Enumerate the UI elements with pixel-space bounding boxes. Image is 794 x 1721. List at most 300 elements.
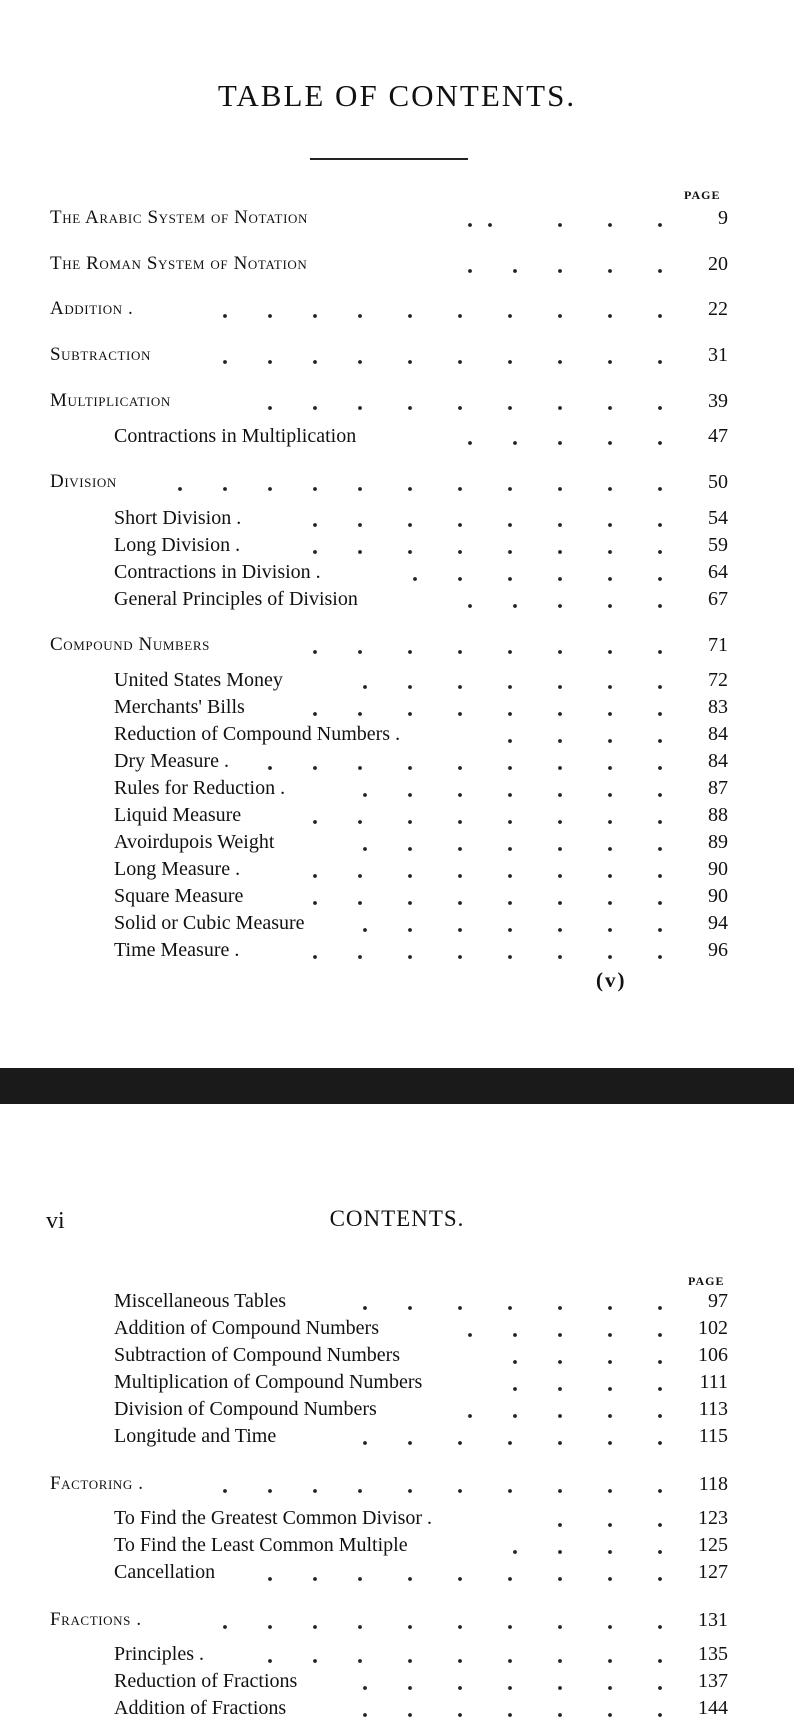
leader-dot bbox=[508, 577, 512, 581]
subsection-title: Cancellation bbox=[114, 1561, 216, 1583]
page-column-header: PAGE bbox=[688, 1274, 725, 1288]
leader-dot bbox=[658, 577, 662, 581]
leader-dot bbox=[608, 793, 612, 797]
leader-dot bbox=[458, 901, 462, 905]
leader-dot bbox=[508, 550, 512, 554]
leader-dot bbox=[658, 685, 662, 689]
leader-dot bbox=[268, 1625, 272, 1629]
leader-dot bbox=[508, 523, 512, 527]
leader-dot bbox=[608, 604, 612, 608]
leader-dot bbox=[468, 441, 472, 445]
leader-dot bbox=[558, 269, 562, 273]
toc-entry bbox=[0, 1668, 794, 1694]
leader-dot bbox=[458, 406, 462, 410]
leader-dot bbox=[358, 820, 362, 824]
leader-dot bbox=[468, 1414, 472, 1418]
leader-dot bbox=[363, 847, 367, 851]
page-number: 102 bbox=[698, 1317, 728, 1339]
section-title: Addition . bbox=[50, 298, 134, 319]
leader-dot bbox=[608, 650, 612, 654]
leader-dot bbox=[458, 1577, 462, 1581]
leader-dot bbox=[658, 650, 662, 654]
leader-dot bbox=[513, 1360, 517, 1364]
leader-dot bbox=[508, 955, 512, 959]
leader-dot bbox=[558, 1625, 562, 1629]
leader-dot bbox=[608, 1441, 612, 1445]
toc-entry bbox=[0, 388, 794, 414]
leader-dot bbox=[508, 1441, 512, 1445]
leader-dot bbox=[658, 1550, 662, 1554]
leader-dot bbox=[508, 685, 512, 689]
leader-dot bbox=[608, 820, 612, 824]
subsection-title: Miscellaneous Tables bbox=[114, 1290, 287, 1312]
page-number: 72 bbox=[708, 669, 728, 691]
leader-dot bbox=[313, 406, 317, 410]
leader-dot bbox=[408, 766, 412, 770]
leader-dot bbox=[408, 1577, 412, 1581]
leader-dot bbox=[658, 441, 662, 445]
leader-dot bbox=[223, 1489, 227, 1493]
leader-dot bbox=[658, 1625, 662, 1629]
leader-dot bbox=[658, 487, 662, 491]
leader-dot bbox=[658, 223, 662, 227]
leader-dot bbox=[458, 1489, 462, 1493]
leader-dot bbox=[508, 1659, 512, 1663]
leader-dot bbox=[558, 1659, 562, 1663]
leader-dot bbox=[458, 928, 462, 932]
leader-dot bbox=[458, 1686, 462, 1690]
leader-dot bbox=[358, 1577, 362, 1581]
leader-dot bbox=[508, 1577, 512, 1581]
leader-dot bbox=[558, 1441, 562, 1445]
leader-dot bbox=[658, 550, 662, 554]
leader-dot bbox=[363, 685, 367, 689]
leader-dot bbox=[408, 1441, 412, 1445]
leader-dot bbox=[223, 1625, 227, 1629]
leader-dot bbox=[363, 1306, 367, 1310]
leader-dot bbox=[363, 1686, 367, 1690]
toc-entry bbox=[0, 1369, 794, 1395]
leader-dot bbox=[313, 901, 317, 905]
leader-dot bbox=[658, 406, 662, 410]
leader-dot bbox=[408, 712, 412, 716]
section-title: Multiplication bbox=[50, 390, 171, 411]
subsection-title: Reduction of Fractions bbox=[114, 1670, 298, 1692]
leader-dot bbox=[608, 901, 612, 905]
leader-dot bbox=[658, 712, 662, 716]
subsection-title: To Find the Greatest Common Divisor . bbox=[114, 1507, 433, 1529]
subsection-title: General Principles of Division bbox=[114, 588, 358, 610]
toc-entry bbox=[0, 829, 794, 855]
page-number: 67 bbox=[708, 588, 728, 610]
leader-dot bbox=[608, 577, 612, 581]
leader-dot bbox=[508, 1625, 512, 1629]
subsection-title: Avoirdupois Weight bbox=[114, 831, 275, 853]
leader-dot bbox=[408, 360, 412, 364]
leader-dot bbox=[178, 487, 182, 491]
leader-dot bbox=[458, 360, 462, 364]
leader-dot bbox=[608, 269, 612, 273]
leader-dot bbox=[608, 1387, 612, 1391]
subsection-title: Long Measure . bbox=[114, 858, 241, 880]
leader-dot bbox=[313, 1577, 317, 1581]
leader-dot bbox=[468, 269, 472, 273]
leader-dot bbox=[508, 1489, 512, 1493]
leader-dot bbox=[608, 1550, 612, 1554]
leader-dot bbox=[658, 523, 662, 527]
leader-dot bbox=[358, 955, 362, 959]
section-title: Factoring . bbox=[50, 1473, 144, 1494]
leader-dot bbox=[363, 1441, 367, 1445]
leader-dot bbox=[558, 1414, 562, 1418]
leader-dot bbox=[658, 1713, 662, 1717]
subsection-title: Time Measure . bbox=[114, 939, 240, 961]
leader-dot bbox=[358, 901, 362, 905]
page-number: 111 bbox=[699, 1371, 728, 1393]
page-number: 125 bbox=[698, 1534, 728, 1556]
page-number: 90 bbox=[708, 858, 728, 880]
leader-dot bbox=[458, 874, 462, 878]
subsection-title: United States Money bbox=[114, 669, 283, 691]
leader-dot bbox=[268, 406, 272, 410]
leader-dot bbox=[608, 712, 612, 716]
dot-leaders bbox=[0, 469, 794, 495]
subsection-title: Square Measure bbox=[114, 885, 244, 907]
leader-dot bbox=[268, 314, 272, 318]
leader-dot bbox=[608, 1577, 612, 1581]
leader-dot bbox=[508, 766, 512, 770]
page-number: 89 bbox=[708, 831, 728, 853]
leader-dot bbox=[408, 793, 412, 797]
subsection-title: Long Division . bbox=[114, 534, 241, 556]
page-number: 83 bbox=[708, 696, 728, 718]
leader-dot bbox=[268, 1659, 272, 1663]
leader-dot bbox=[458, 685, 462, 689]
leader-dot bbox=[313, 650, 317, 654]
subsection-title: Merchants' Bills bbox=[114, 696, 245, 718]
leader-dot bbox=[558, 604, 562, 608]
page-number: 106 bbox=[698, 1344, 728, 1366]
leader-dot bbox=[558, 955, 562, 959]
leader-dot bbox=[313, 360, 317, 364]
leader-dot bbox=[658, 1441, 662, 1445]
leader-dot bbox=[658, 1414, 662, 1418]
leader-dot bbox=[408, 650, 412, 654]
leader-dot bbox=[458, 820, 462, 824]
toc-entry bbox=[0, 667, 794, 693]
leader-dot bbox=[223, 360, 227, 364]
leader-dot bbox=[658, 1489, 662, 1493]
section-title: Subtraction bbox=[50, 344, 151, 365]
leader-dot bbox=[458, 847, 462, 851]
toc-entry bbox=[0, 342, 794, 368]
leader-dot bbox=[558, 223, 562, 227]
leader-dot bbox=[268, 487, 272, 491]
page-divider bbox=[0, 1068, 794, 1104]
toc-entry bbox=[0, 694, 794, 720]
toc-entry bbox=[0, 296, 794, 322]
leader-dot bbox=[408, 314, 412, 318]
leader-dot bbox=[458, 577, 462, 581]
leader-dot bbox=[658, 1577, 662, 1581]
toc-entry bbox=[0, 1532, 794, 1558]
leader-dot bbox=[608, 1523, 612, 1527]
leader-dot bbox=[558, 766, 562, 770]
page-number: 31 bbox=[708, 344, 728, 366]
leader-dot bbox=[558, 1686, 562, 1690]
leader-dot bbox=[458, 523, 462, 527]
leader-dot bbox=[608, 314, 612, 318]
page-number: 50 bbox=[708, 471, 728, 493]
leader-dot bbox=[513, 1550, 517, 1554]
toc-entry bbox=[0, 883, 794, 909]
toc-entry bbox=[0, 251, 794, 277]
leader-dot bbox=[313, 766, 317, 770]
leader-dot bbox=[558, 1713, 562, 1717]
leader-dot bbox=[313, 712, 317, 716]
leader-dot bbox=[358, 406, 362, 410]
page-number: 94 bbox=[708, 912, 728, 934]
toc-entry bbox=[0, 423, 794, 449]
page-number: 47 bbox=[708, 425, 728, 447]
page-number: 88 bbox=[708, 804, 728, 826]
subsection-title: Short Division . bbox=[114, 507, 242, 529]
leader-dot bbox=[658, 360, 662, 364]
leader-dot bbox=[608, 847, 612, 851]
leader-dot bbox=[313, 1659, 317, 1663]
leader-dot bbox=[458, 766, 462, 770]
leader-dot bbox=[408, 1306, 412, 1310]
leader-dot bbox=[508, 874, 512, 878]
leader-dot bbox=[458, 1441, 462, 1445]
leader-dot bbox=[508, 406, 512, 410]
leader-dot bbox=[358, 712, 362, 716]
leader-dot bbox=[558, 487, 562, 491]
leader-dot bbox=[508, 1306, 512, 1310]
page-number: 84 bbox=[708, 750, 728, 772]
leader-dot bbox=[658, 955, 662, 959]
leader-dot bbox=[608, 360, 612, 364]
leader-dot bbox=[608, 1414, 612, 1418]
toc-entry bbox=[0, 586, 794, 612]
toc-entry bbox=[0, 205, 794, 231]
leader-dot bbox=[508, 793, 512, 797]
toc-entry bbox=[0, 505, 794, 531]
leader-dot bbox=[408, 1713, 412, 1717]
leader-dot bbox=[363, 928, 367, 932]
leader-dot bbox=[658, 847, 662, 851]
page-number: 123 bbox=[698, 1507, 728, 1529]
page-number: 137 bbox=[698, 1670, 728, 1692]
leader-dot bbox=[558, 1387, 562, 1391]
leader-dot bbox=[513, 1333, 517, 1337]
leader-dot bbox=[608, 523, 612, 527]
leader-dot bbox=[508, 1713, 512, 1717]
leader-dot bbox=[608, 441, 612, 445]
page-number: 97 bbox=[708, 1290, 728, 1312]
leader-dot bbox=[358, 314, 362, 318]
toc-entry bbox=[0, 802, 794, 828]
toc-entry bbox=[0, 856, 794, 882]
toc-entry bbox=[0, 1695, 794, 1721]
leader-dot bbox=[408, 487, 412, 491]
page-number: 87 bbox=[708, 777, 728, 799]
leader-dot bbox=[558, 577, 562, 581]
leader-dot bbox=[608, 928, 612, 932]
leader-dot bbox=[358, 550, 362, 554]
leader-dot bbox=[658, 793, 662, 797]
page-number: 127 bbox=[698, 1561, 728, 1583]
page-number: 64 bbox=[708, 561, 728, 583]
leader-dot bbox=[408, 874, 412, 878]
leader-dot bbox=[313, 955, 317, 959]
toc-entry bbox=[0, 937, 794, 963]
leader-dot bbox=[608, 1659, 612, 1663]
leader-dot bbox=[558, 739, 562, 743]
leader-dot bbox=[358, 1625, 362, 1629]
leader-dot bbox=[608, 1360, 612, 1364]
leader-dot bbox=[408, 901, 412, 905]
subsection-title: Longitude and Time bbox=[114, 1425, 277, 1447]
leader-dot bbox=[608, 1625, 612, 1629]
leader-dot bbox=[508, 360, 512, 364]
leader-dot bbox=[413, 577, 417, 581]
page-number: 113 bbox=[698, 1398, 728, 1420]
leader-dot bbox=[558, 874, 562, 878]
leader-dot bbox=[408, 1686, 412, 1690]
leader-dot bbox=[558, 441, 562, 445]
leader-dot bbox=[658, 269, 662, 273]
toc-entry bbox=[0, 775, 794, 801]
leader-dot bbox=[513, 441, 517, 445]
leader-dot bbox=[558, 523, 562, 527]
leader-dot bbox=[508, 712, 512, 716]
subsection-title: Reduction of Compound Numbers . bbox=[114, 723, 401, 745]
section-title: Compound Numbers bbox=[50, 634, 210, 655]
leader-dot bbox=[608, 766, 612, 770]
leader-dot bbox=[508, 901, 512, 905]
subsection-title: Liquid Measure bbox=[114, 804, 242, 826]
toc-entry bbox=[0, 1471, 794, 1497]
leader-dot bbox=[608, 685, 612, 689]
toc-entry bbox=[0, 1288, 794, 1314]
leader-dot bbox=[458, 712, 462, 716]
leader-dot bbox=[268, 360, 272, 364]
page-number: 54 bbox=[708, 507, 728, 529]
leader-dot bbox=[658, 604, 662, 608]
leader-dot bbox=[608, 406, 612, 410]
page-number: 118 bbox=[698, 1473, 728, 1495]
page-number: 20 bbox=[708, 253, 728, 275]
leader-dot bbox=[508, 314, 512, 318]
leader-dot bbox=[608, 1306, 612, 1310]
leader-dot bbox=[558, 1360, 562, 1364]
running-title: CONTENTS. bbox=[329, 1206, 465, 1231]
leader-dot bbox=[658, 928, 662, 932]
leader-dot bbox=[408, 685, 412, 689]
leader-dot bbox=[508, 847, 512, 851]
subsection-title: Contractions in Division . bbox=[114, 561, 321, 583]
toc-entry bbox=[0, 1315, 794, 1341]
leader-dot bbox=[658, 1333, 662, 1337]
leader-dot bbox=[488, 223, 492, 227]
leader-dot bbox=[458, 955, 462, 959]
leader-dot bbox=[558, 1333, 562, 1337]
toc-entry bbox=[0, 1342, 794, 1368]
leader-dot bbox=[558, 650, 562, 654]
leader-dot bbox=[458, 1625, 462, 1629]
leader-dot bbox=[363, 1713, 367, 1717]
running-page-number: vi bbox=[46, 1208, 65, 1234]
toc-entry bbox=[0, 748, 794, 774]
leader-dot bbox=[608, 739, 612, 743]
page-folio: (v) bbox=[596, 968, 627, 992]
leader-dot bbox=[408, 1659, 412, 1663]
toc-entry bbox=[0, 632, 794, 658]
page-number: 115 bbox=[698, 1425, 728, 1447]
leader-dot bbox=[558, 360, 562, 364]
leader-dot bbox=[558, 1550, 562, 1554]
contents-page-vi bbox=[0, 1104, 794, 1720]
leader-dot bbox=[358, 523, 362, 527]
subsection-title: To Find the Least Common Multiple bbox=[114, 1534, 408, 1556]
subsection-title: Addition of Compound Numbers bbox=[114, 1317, 379, 1339]
subsection-title: Principles . bbox=[114, 1643, 204, 1665]
leader-dot bbox=[508, 739, 512, 743]
leader-dot bbox=[223, 487, 227, 491]
leader-dot bbox=[408, 928, 412, 932]
subsection-title: Addition of Fractions bbox=[114, 1697, 287, 1719]
toc-entry bbox=[0, 1396, 794, 1422]
leader-dot bbox=[558, 820, 562, 824]
leader-dot bbox=[268, 1489, 272, 1493]
leader-dot bbox=[468, 1333, 472, 1337]
leader-dot bbox=[358, 874, 362, 878]
leader-dot bbox=[558, 1306, 562, 1310]
leader-dot bbox=[313, 874, 317, 878]
leader-dot bbox=[558, 928, 562, 932]
page-number: 131 bbox=[698, 1609, 728, 1631]
leader-dot bbox=[513, 1387, 517, 1391]
leader-dot bbox=[313, 1489, 317, 1493]
page-column-header: PAGE bbox=[684, 188, 721, 202]
leader-dot bbox=[508, 487, 512, 491]
leader-dot bbox=[408, 1625, 412, 1629]
subsection-title: Solid or Cubic Measure bbox=[114, 912, 305, 934]
leader-dot bbox=[558, 793, 562, 797]
subsection-title: Rules for Reduction . bbox=[114, 777, 286, 799]
leader-dot bbox=[313, 487, 317, 491]
subsection-title: Subtraction of Compound Numbers bbox=[114, 1344, 401, 1366]
page-number: 39 bbox=[708, 390, 728, 412]
leader-dot bbox=[223, 314, 227, 318]
leader-dot bbox=[358, 650, 362, 654]
section-title: Fractions . bbox=[50, 1609, 142, 1630]
leader-dot bbox=[468, 604, 472, 608]
leader-dot bbox=[608, 1333, 612, 1337]
leader-dot bbox=[313, 523, 317, 527]
page-title: TABLE OF CONTENTS. bbox=[217, 78, 577, 113]
leader-dot bbox=[508, 928, 512, 932]
leader-dot bbox=[608, 487, 612, 491]
leader-dot bbox=[658, 820, 662, 824]
leader-dot bbox=[658, 1686, 662, 1690]
leader-dot bbox=[558, 1577, 562, 1581]
leader-dot bbox=[608, 955, 612, 959]
leader-dot bbox=[313, 550, 317, 554]
section-title: Division bbox=[50, 471, 117, 492]
leader-dot bbox=[458, 793, 462, 797]
